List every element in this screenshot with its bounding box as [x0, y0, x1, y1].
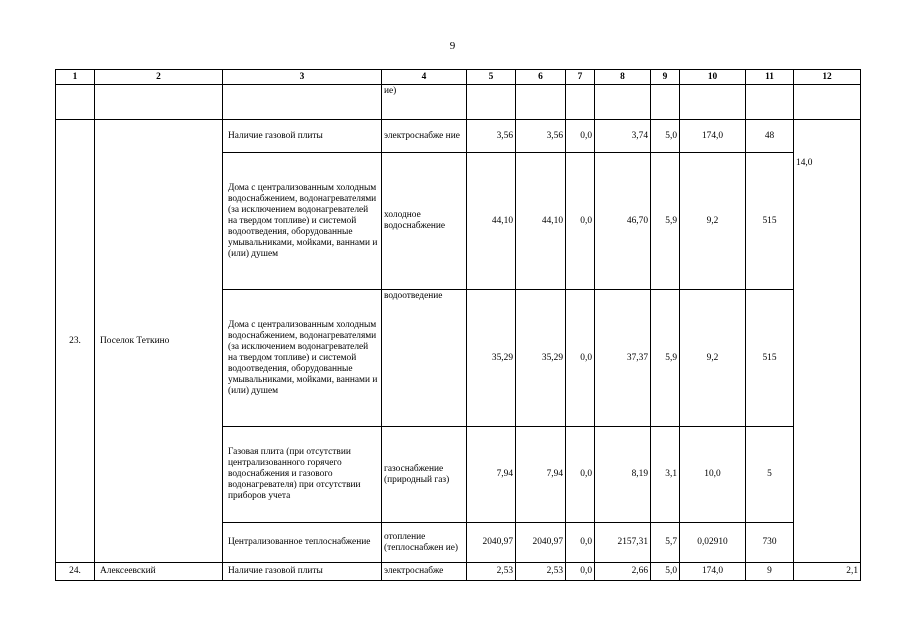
value-cell: 0,0 — [566, 290, 595, 427]
category-cell: Наличие газовой плиты — [223, 563, 382, 581]
value-cell: 7,94 — [467, 427, 516, 523]
header-cell-1: 1 — [56, 70, 95, 85]
header-cell-9: 9 — [651, 70, 680, 85]
service-cell: отопление (теплоснабжен ие) — [382, 523, 467, 563]
value-cell: 0,0 — [566, 563, 595, 581]
category-cell: Дома с централизованным холодным водоснабжением, водонагревателями (за исключением водонагревателей на твердом топливе) и системой водоотведения, оборудованные умывальниками, мойками, ваннами и (или) душем — [223, 153, 382, 290]
value-cell: 515 — [746, 290, 794, 427]
value-cell: 3,74 — [595, 120, 651, 153]
value-cell: 2040,97 — [516, 523, 566, 563]
table-row — [56, 120, 861, 153]
value-cell: 35,29 — [467, 290, 516, 427]
header-cell-6: 6 — [516, 70, 566, 85]
service-cell: электроснабже — [382, 563, 467, 581]
tariff-table — [55, 69, 861, 581]
header-cell-7: 7 — [566, 70, 595, 85]
value-cell: 3,56 — [516, 120, 566, 153]
header-cell-5: 5 — [467, 70, 516, 85]
value-cell: 46,70 — [595, 153, 651, 290]
value-cell: 35,29 — [516, 290, 566, 427]
service-cell: ие) — [382, 85, 467, 120]
category-cell: Централизованное теплоснабжение — [223, 523, 382, 563]
column-12-cell: 2,1 — [794, 563, 861, 581]
value-cell: 0,0 — [566, 523, 595, 563]
value-cell: 5,9 — [651, 153, 680, 290]
service-cell: холодное водоснабжение — [382, 153, 467, 290]
header-cell-2: 2 — [95, 70, 223, 85]
category-cell: Дома с централизованным холодным водоснабжением, водонагревателями (за исключением водонагревателей на твердом топливе) и системой водоотведения, оборудованные умывальниками, мойками, ваннами и (или) душем — [223, 290, 382, 427]
category-cell: Наличие газовой плиты — [223, 120, 382, 153]
page-number: 9 — [449, 40, 456, 52]
value-cell: 2,53 — [467, 563, 516, 581]
header-cell-8: 8 — [595, 70, 651, 85]
value-cell: 0,02910 — [680, 523, 746, 563]
value-cell: 5,0 — [651, 563, 680, 581]
value-cell: 10,0 — [680, 427, 746, 523]
value-cell: 5,7 — [651, 523, 680, 563]
header-cell-10: 10 — [680, 70, 746, 85]
row-number-cell: 23. — [56, 120, 95, 563]
service-cell: электроснабже ние — [382, 120, 467, 153]
value-cell: 5 — [746, 427, 794, 523]
header-row — [56, 70, 861, 85]
category-cell: Газовая плита (при отсутствии централизованного горячего водоснабжения и газового водонагревателя) при отсутствии приборов учета — [223, 427, 382, 523]
value-cell: 174,0 — [680, 563, 746, 581]
value-cell: 0,0 — [566, 153, 595, 290]
value-cell: 2040,97 — [467, 523, 516, 563]
value-cell: 2,66 — [595, 563, 651, 581]
value-cell: 515 — [746, 153, 794, 290]
value-cell: 2157,31 — [595, 523, 651, 563]
table-row — [56, 563, 861, 581]
value-cell: 37,37 — [595, 290, 651, 427]
value-cell: 8,19 — [595, 427, 651, 523]
service-cell: водоотведение — [382, 290, 467, 427]
header-cell-4: 4 — [382, 70, 467, 85]
value-cell: 730 — [746, 523, 794, 563]
column-12-cell: 14,0 — [794, 120, 861, 563]
value-cell: 0,0 — [566, 427, 595, 523]
value-cell: 9,2 — [680, 290, 746, 427]
header-cell-3: 3 — [223, 70, 382, 85]
value-cell: 3,1 — [651, 427, 680, 523]
header-cell-12: 12 — [794, 70, 861, 85]
row-number-cell: 24. — [56, 563, 95, 581]
value-cell: 9,2 — [680, 153, 746, 290]
value-cell: 5,0 — [651, 120, 680, 153]
header-cell-11: 11 — [746, 70, 794, 85]
value-cell: 0,0 — [566, 120, 595, 153]
value-cell: 7,94 — [516, 427, 566, 523]
value-cell: 3,56 — [467, 120, 516, 153]
value-cell: 44,10 — [467, 153, 516, 290]
value-cell: 44,10 — [516, 153, 566, 290]
continued-row — [56, 85, 861, 120]
settlement-name-cell: Поселок Теткино — [95, 120, 223, 563]
value-cell: 5,9 — [651, 290, 680, 427]
value-cell: 48 — [746, 120, 794, 153]
settlement-name-cell: Алексеевский — [95, 563, 223, 581]
service-cell: газоснабжение (природный газ) — [382, 427, 467, 523]
value-cell: 174,0 — [680, 120, 746, 153]
value-cell: 9 — [746, 563, 794, 581]
value-cell: 2,53 — [516, 563, 566, 581]
